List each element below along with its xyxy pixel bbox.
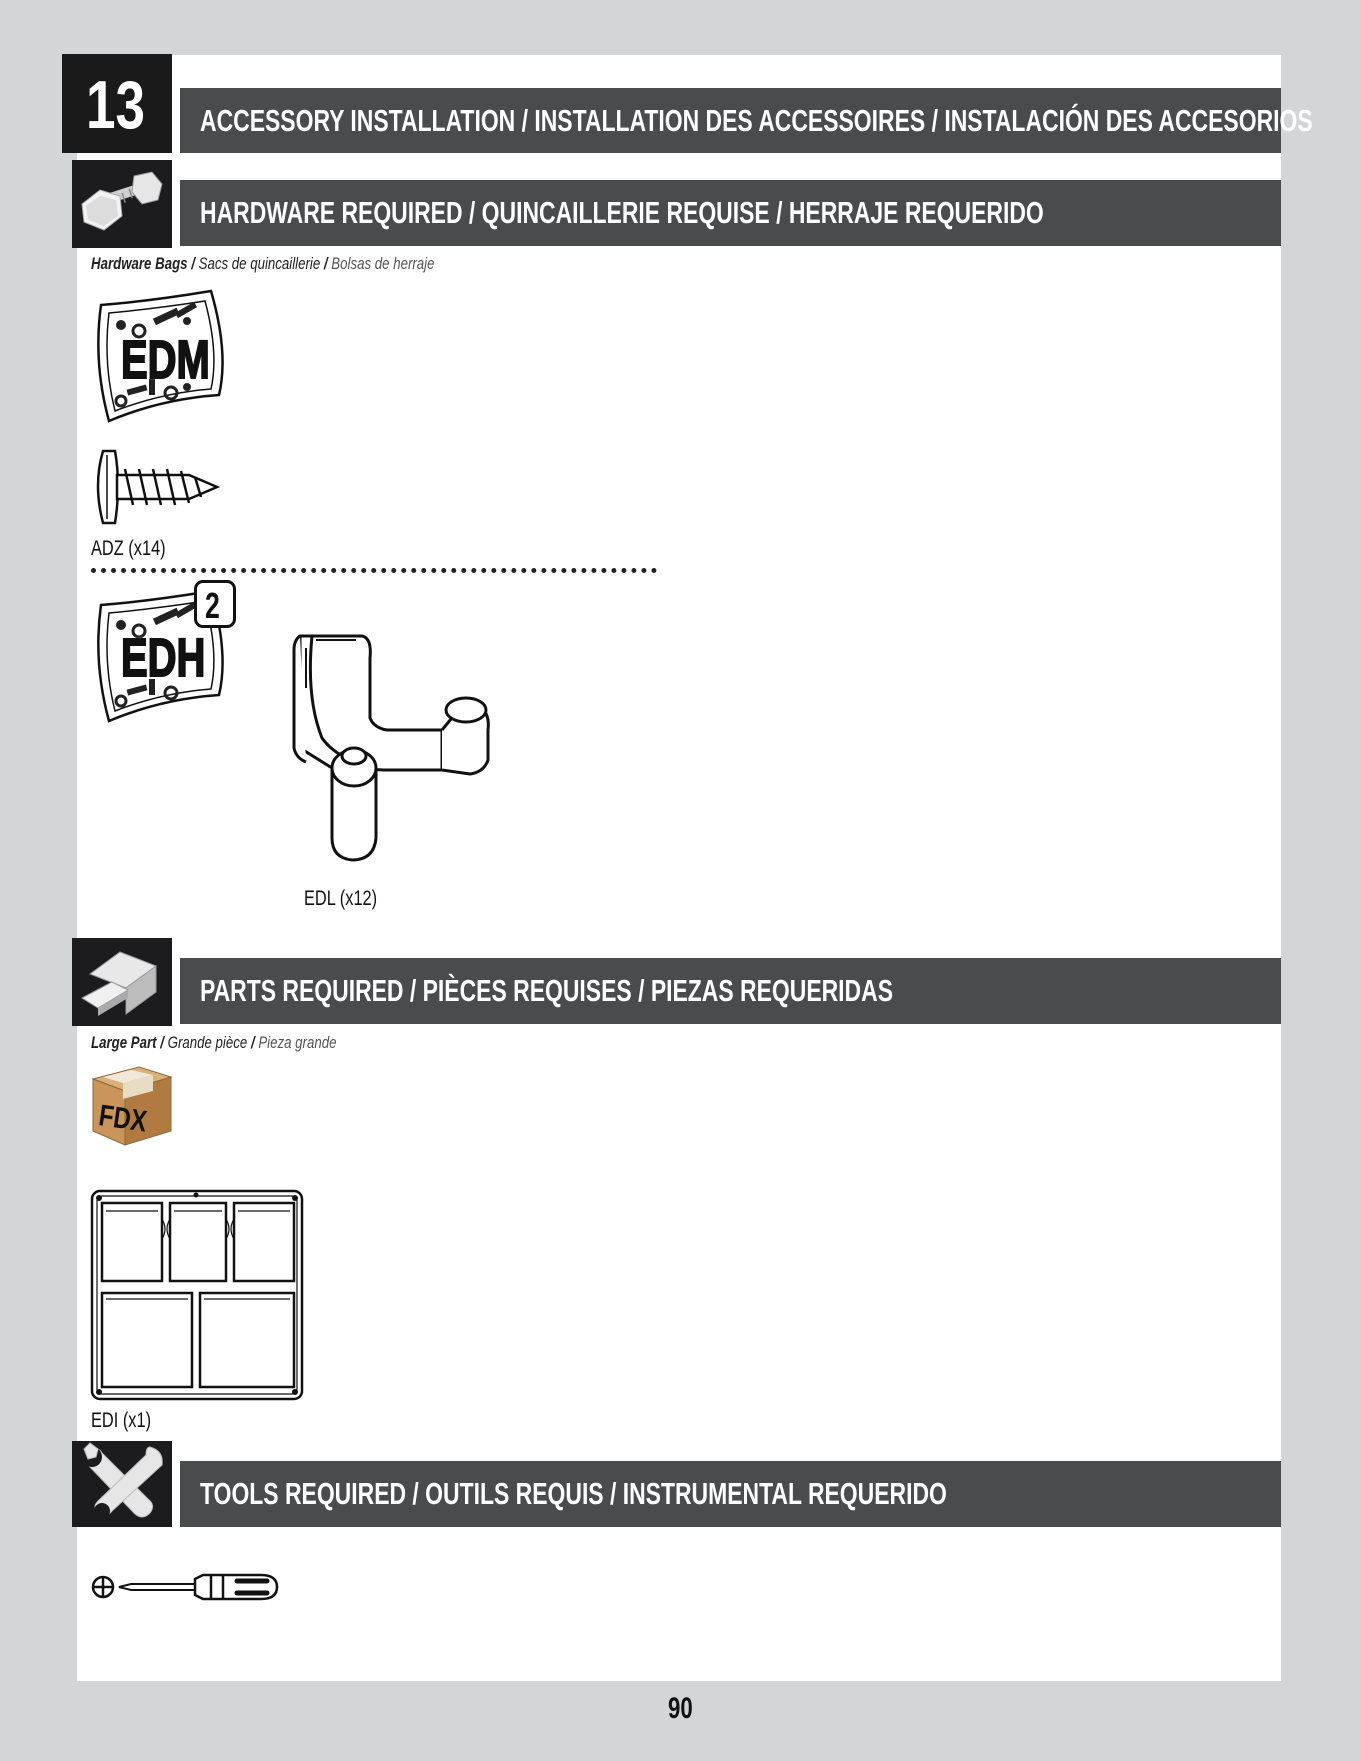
panel-edi-icon — [90, 1189, 304, 1401]
wrench-screwdriver-icon — [72, 1441, 172, 1527]
step-number-box — [62, 54, 172, 153]
screw-adz-label: ADZ (x14) — [91, 537, 166, 560]
bag-code-edh: EDH — [121, 628, 206, 688]
hardware-title-bar — [180, 180, 1281, 246]
bag-code-edm: EDM — [121, 330, 210, 390]
bolt-nut-icon — [72, 160, 172, 248]
box-code-fdx: FDX — [96, 1099, 149, 1139]
page-number: 90 — [668, 1692, 693, 1725]
panel-edi-label: EDI (x1) — [91, 1409, 152, 1432]
hook-edl-label: EDL (x12) — [304, 887, 378, 910]
tools-title: TOOLS REQUIRED / OUTILS REQUIS / INSTRUMENTAL REQUERIDO — [200, 1476, 947, 1511]
step-title-bar — [180, 88, 1313, 153]
hardware-bag-edm — [91, 283, 231, 423]
step-title: ACCESSORY INSTALLATION / INSTALLATION DES ACCESSOIRES / INSTALACIÓN DES ACCESORIOS — [200, 102, 1313, 138]
step-number: 13 — [86, 67, 145, 143]
tools-icon-box — [72, 1441, 172, 1527]
hardware-bag-edh — [91, 583, 231, 723]
large-part-en: Large Part — [91, 1033, 157, 1052]
parts-icon-box — [72, 938, 172, 1026]
large-part-es: Pieza grande — [258, 1033, 337, 1052]
bracket-parts-icon — [72, 938, 172, 1026]
large-part-label: Large Part / Grande pièce / Pieza grande — [91, 1033, 337, 1052]
screw-adz-icon — [89, 445, 229, 530]
part-box-fdx — [91, 1065, 173, 1147]
hardware-title: HARDWARE REQUIRED / QUINCAILLERIE REQUISE / HERRAJE REQUERIDO — [200, 195, 1044, 230]
parts-title: PARTS REQUIRED / PIÈCES REQUISES / PIEZAS REQUERIDAS — [200, 973, 893, 1008]
tools-title-bar — [180, 1461, 1281, 1527]
large-part-fr: Grande pièce — [167, 1033, 248, 1052]
section-dotted-divider — [91, 568, 657, 573]
hardware-bags-en: Hardware Bags — [91, 254, 188, 273]
hardware-bags-label: Hardware Bags / Sacs de quincaillerie / Bolsas de herraje — [91, 254, 435, 273]
hardware-icon-box — [72, 160, 172, 248]
hardware-bags-es: Bolsas de herraje — [331, 254, 435, 273]
instruction-page — [77, 55, 1313, 1681]
bag-count-badge: 2 — [194, 580, 236, 628]
phillips-screwdriver-icon — [91, 1567, 281, 1607]
hook-edl-icon — [292, 628, 532, 878]
parts-title-bar — [180, 958, 1281, 1024]
hardware-bags-fr: Sacs de quincaillerie — [198, 254, 321, 273]
